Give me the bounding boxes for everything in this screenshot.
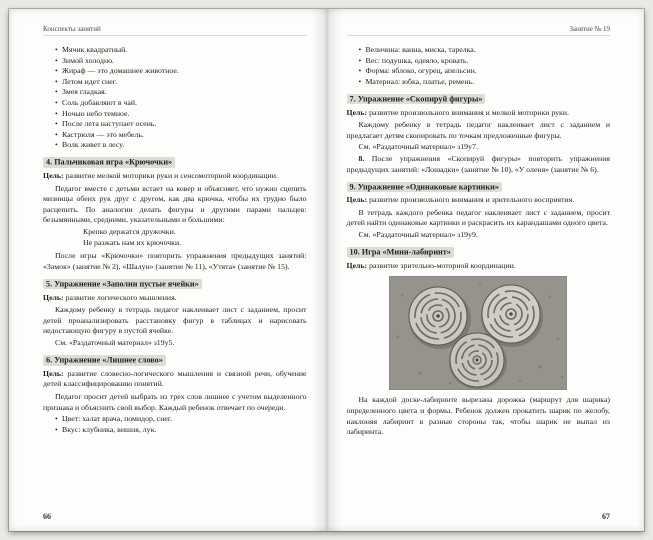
goal-text: развитие мелкой моторики руки и сенсомоторной координации. [65,171,278,181]
goal-text: развитие произвольного внимания и мелкой моторики руки. [369,107,569,117]
list-item: • Ночью небо темное. [55,109,307,120]
verse-block [83,227,307,248]
goal-line [43,171,307,182]
page-right-content [347,45,611,438]
page-number-left: 66 [43,512,51,521]
list-item: • Летом идет снег. [55,77,307,88]
item-8-text: После упражнения «Скопируй фигуры» повторить упражнения предыдущих занятий: «Лошадки» (занятие № 10), «У оленя» (занятие № 6). [346,153,610,174]
attributes-list [55,414,307,435]
list-item: • Зимой холодно. [55,56,307,67]
goal-line [347,195,611,206]
goal-label: Цель: [346,107,368,117]
goal-line [43,369,307,390]
paragraph: Каждому ребенку в тетрадь педагог наклеивает лист с заданием и предлагает детям скопировать по точкам предложенные фигуры. [346,120,610,140]
goal-label: Цель: [346,195,368,205]
paragraph: Каждому ребенку в тетрадь педагог наклеивает лист с заданием, просит детей проанализировать расстановку фигур в таблицах и нарисовать недостающую фигуру в пустой ячейке. [43,305,307,336]
section-4-heading [43,157,307,168]
page-left-content [43,45,307,435]
list-item: • Вкус: клубника, вишня, лук. [55,425,307,436]
see-reference: См. «Раздаточный материал» з19у9. [358,230,478,240]
goal-line [347,108,611,119]
paragraph: На каждой доске-лабиринте вырезана дорожка (маршрут для шарика) определенного цвета и формы. Ребенок должен прокатить шарик по желобу, наклоняя лабиринт в разные стороны так, чтобы шарик не выпал из лабиринта. [346,395,610,437]
section-heading-text: 10. Игра «Мини-лабиринт» [347,247,454,258]
list-item: • Вес: подушка, одеяло, кровать. [359,56,611,67]
verse-line: Не разжать нам их крючочки. [83,237,182,247]
section-10-heading [347,247,611,258]
page-number-right: 67 [602,512,610,521]
labyrinth-discs-illustration [390,277,566,389]
list-item: • Жираф — это домашнее животное. [55,66,307,77]
book-spread [9,9,644,531]
paragraph: В тетрадь каждого ребенка педагог наклеивает лист с заданием, просит детей найти одинаковые картинки и раскрасить их карандашами одного цвета. [346,207,610,228]
section-6-heading [43,355,307,366]
goal-label: Цель: [43,292,64,302]
goal-line [43,293,307,304]
goal-label: Цель: [43,368,64,378]
goal-label: Цель: [43,171,64,181]
goal-text: развитие логического мышления. [65,292,177,302]
goal-text: развитие словесно-логического мышления и связной речи, обучение детей классифицированию понятий. [43,368,307,389]
goal-line [347,261,611,272]
section-heading-text: 9. Упражнение «Одинаковые картинки» [347,182,502,193]
paragraph: Педагог просит детей выбрать из трех слов лишнее с учетом выделенного признака и объяснить свой выбор. Каждый ребенок отвечает по очереди. [43,391,307,412]
page-left [9,9,327,531]
section-heading-text: 7. Упражнение «Скопируй фигуры» [347,94,486,105]
list-item: • Мячик квадратный. [55,45,307,56]
list-item: • Цвет: халат врача, помидор, снег. [55,414,307,425]
goal-text: развитие произвольного внимания и зрительного восприятия. [369,195,575,205]
running-head-right: Занятие № 19 [347,25,611,36]
statements-list [55,45,307,151]
see-reference: См. «Раздаточный материал» з19у5. [55,337,175,347]
list-item: • Кастрюля — это мебель. [55,130,307,141]
list-item: • Волк живет в лесу. [55,140,307,151]
list-item: • Змея гладкая. [55,87,307,98]
section-heading-text: 5. Упражнение «Заполни пустые ячейки» [43,279,202,290]
section-9-heading [347,181,611,192]
list-item: • Материал: юбка, платье, ремень. [359,77,611,88]
section-5-heading [43,278,307,289]
paragraph: После игры «Крючочки» повторить упражнения предыдущих занятий: «Замок» (занятие № 2), «Шалун» (занятие № 11), «Утята» (занятие № 15). [43,251,307,271]
list-item: • Соль добавляют в чай. [55,98,307,109]
running-head-left: Конспекты занятий [43,25,307,36]
list-item: • Форма: яблоко, огурец, апельсин. [359,66,611,77]
section-heading-text: 6. Упражнение «Лишнее слово» [43,355,166,366]
list-item: • После лета наступает осень. [55,119,307,130]
section-heading-text: 4. Пальчиковая игра «Крючочки» [43,157,175,168]
page-right [327,9,645,531]
goal-label: Цель: [346,260,368,270]
item-8-paragraph [347,154,611,175]
paragraph: Педагог вместе с детьми встает на ковер и объясняет, что нужно сцепить мизинцы обеих рук друг с другом, как два крючка, чтобы их трудно было расцепить. По аналогии делать фигуры и другими парами пальцев: безымянными, средними, указательными и большими: [43,183,307,225]
goal-text: развитие зрительно-моторной координации. [369,260,516,270]
see-reference: См. «Раздаточный материал» з19у7. [358,142,478,152]
verse-line: Крепко держатся дружочки. [83,227,176,237]
list-item: • Величина: ванна, миска, тарелка. [359,45,611,56]
labyrinth-discs-photo [390,277,566,389]
attributes-list [359,45,611,87]
item-8-number: 8. [358,153,365,163]
section-7-heading [347,93,611,104]
